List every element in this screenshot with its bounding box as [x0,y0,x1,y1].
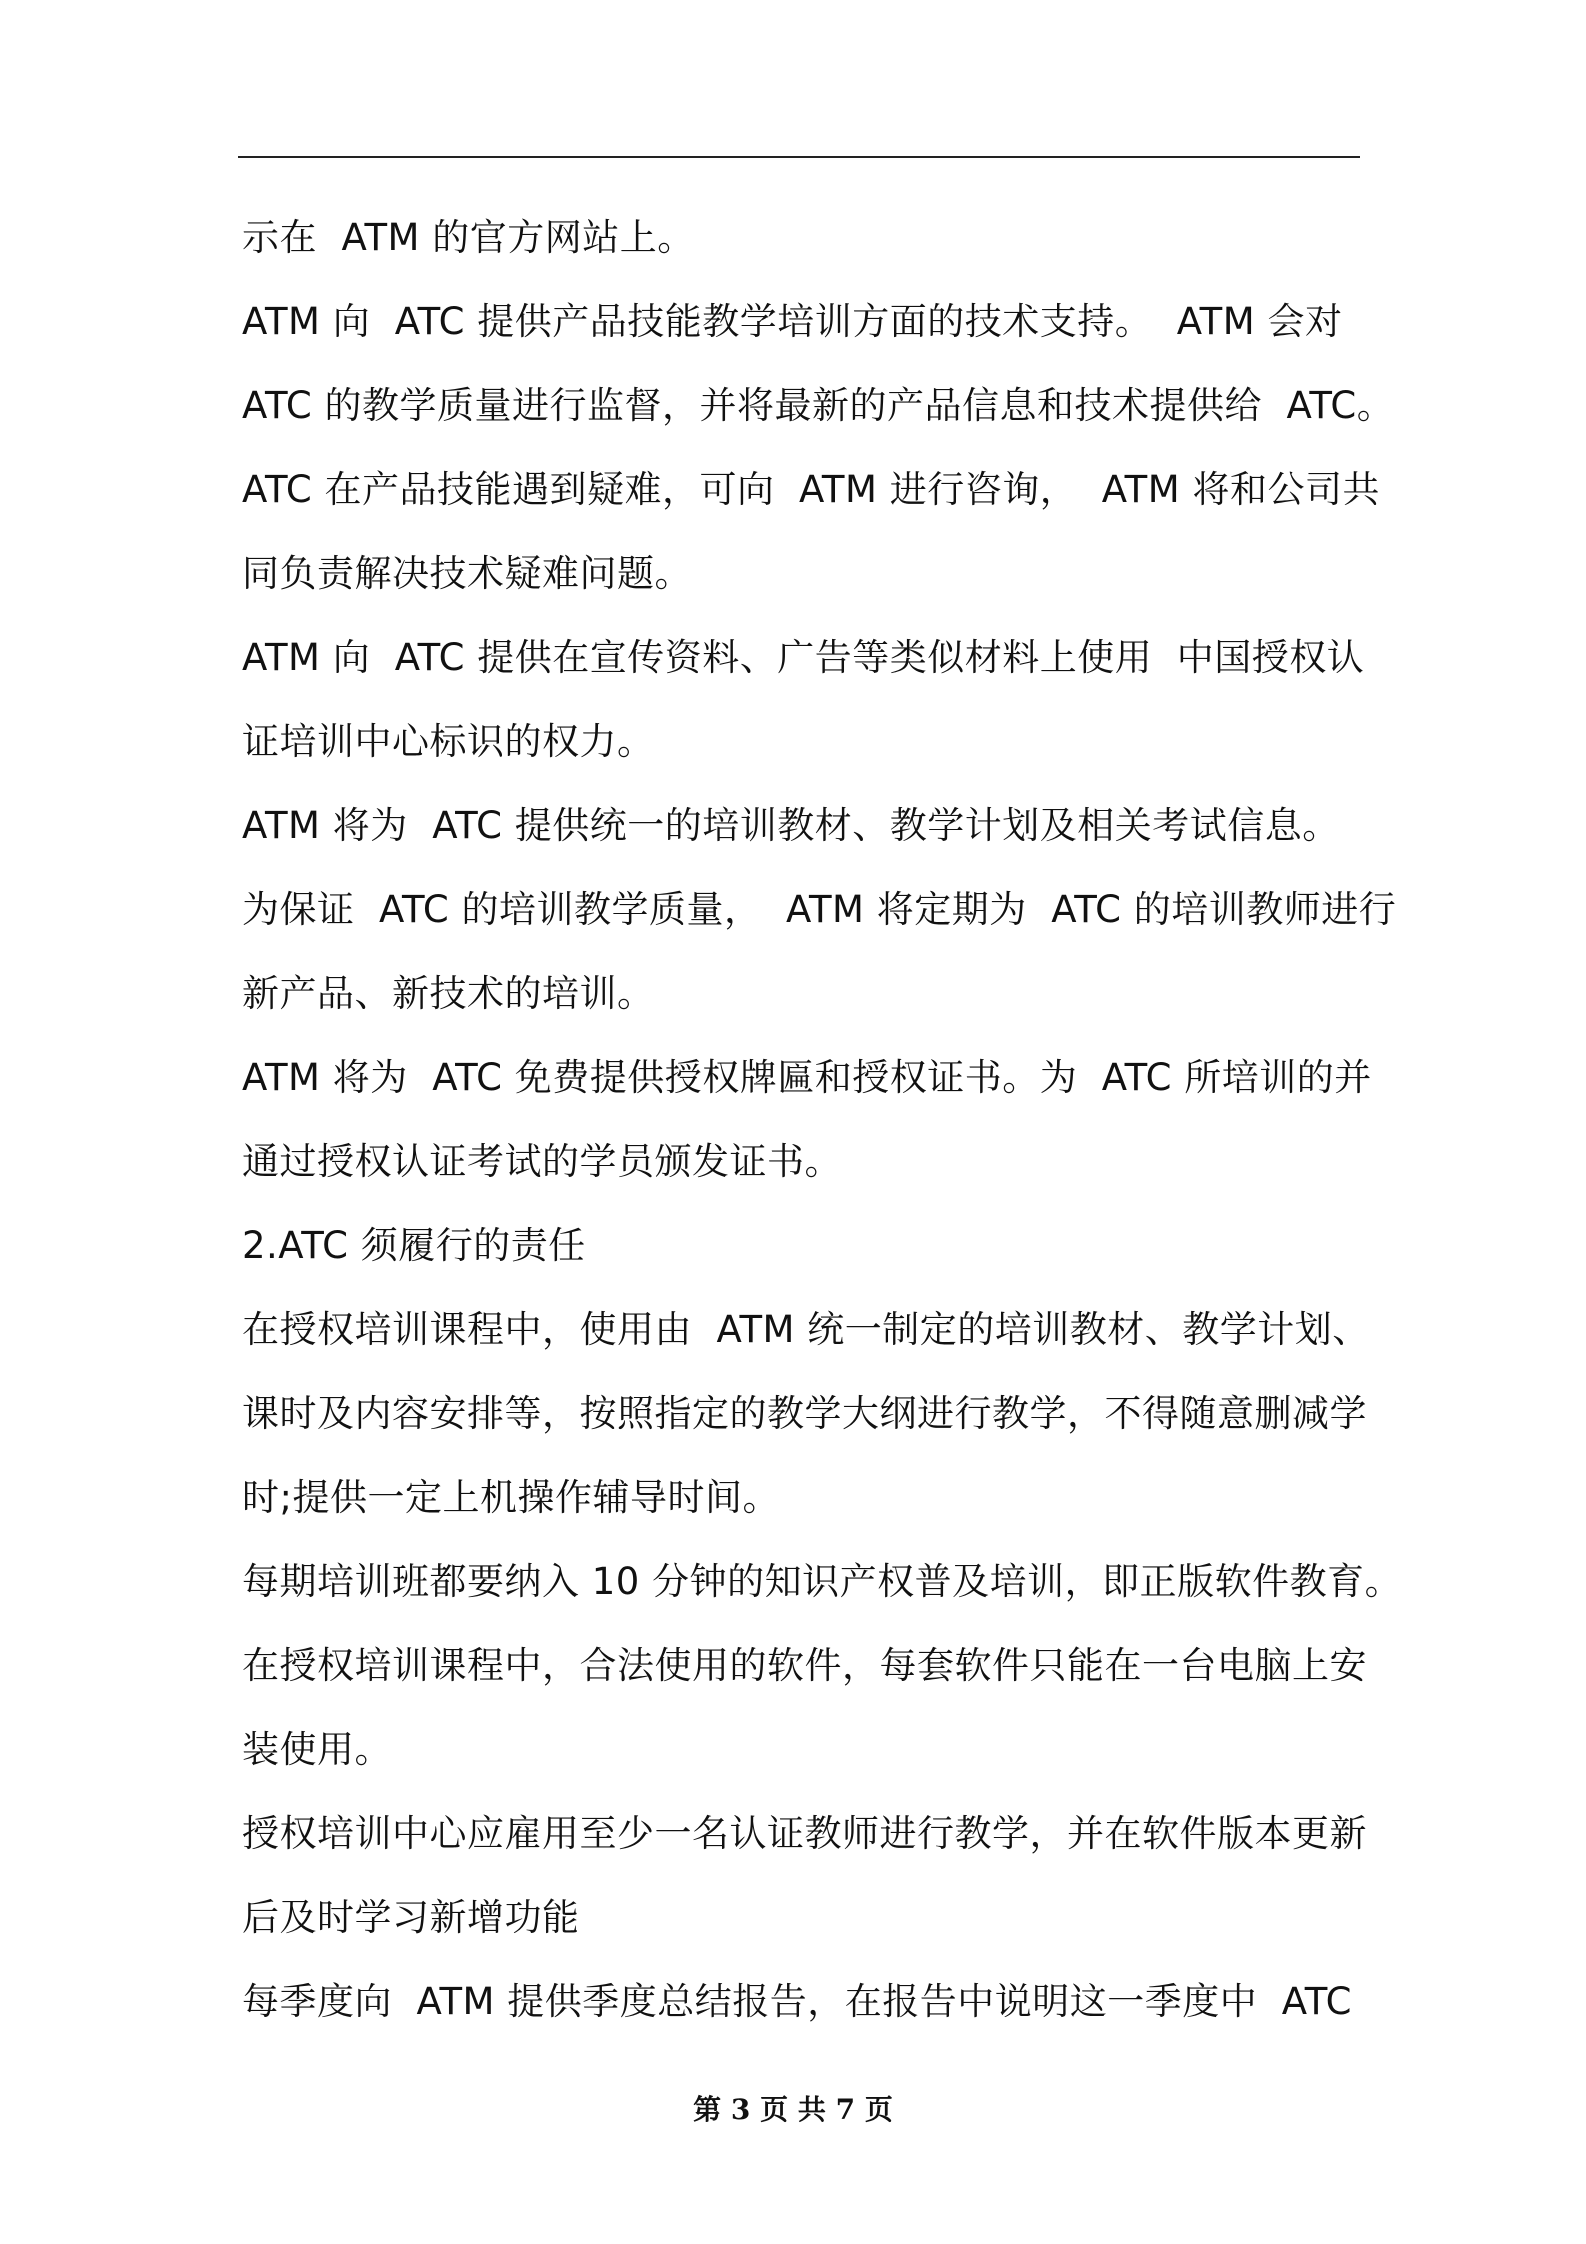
section-heading: 2.ATC 须履行的责任 [242,1224,586,1267]
text-line: 证培训中心标识的权力。 [242,720,655,763]
text-line: 后及时学习新增功能 [242,1896,580,1939]
text-line: ATC 在产品技能遇到疑难，可向 ATM 进行咨询， ATM 将和公司共 [242,468,1380,511]
text-line: ATM 将为 ATC 提供统一的培训教材、教学计划及相关考试信息。 [242,804,1340,847]
text-line: 时;提供一定上机操作辅导时间。 [242,1476,780,1519]
text-line: 装使用。 [242,1728,392,1771]
text-line: ATM 将为 ATC 免费提供授权牌匾和授权证书。为 ATC 所培训的并 [242,1056,1372,1099]
document-body [242,196,1403,2044]
page-number: 第 3 页 共 7 页 [693,2093,893,2126]
text-line: 同负责解决技术疑难问题。 [242,552,692,595]
text-line: 为保证 ATC 的培训教学质量， ATM 将定期为 ATC 的培训教师进行 [242,888,1397,931]
text-line: 每季度向 ATM 提供季度总结报告，在报告中说明这一季度中 ATC [242,1980,1352,2023]
text-line: 示在 ATM 的官方网站上。 [242,216,695,259]
text-line: 授权培训中心应雇用至少一名认证教师进行教学，并在软件版本更新 [242,1812,1367,1855]
text-line: 在授权培训课程中，使用由 ATM 统一制定的培训教材、教学计划、 [242,1308,1370,1351]
text-line: 在授权培训课程中，合法使用的软件，每套软件只能在一台电脑上安 [242,1644,1367,1687]
text-line: ATM 向 ATC 提供产品技能教学培训方面的技术支持。 ATM 会对 [242,300,1343,343]
text-line: ATC 的教学质量进行监督，并将最新的产品信息和技术提供给 ATC。 [242,384,1395,427]
text-line: ATM 向 ATC 提供在宣传资料、广告等类似材料上使用 中国授权认 [242,636,1365,679]
text-line: 新产品、新技术的培训。 [242,972,655,1015]
header-rule [238,156,1360,158]
text-line: 课时及内容安排等，按照指定的教学大纲进行教学，不得随意删减学 [242,1392,1367,1435]
text-line: 每期培训班都要纳入 10 分钟的知识产权普及培训，即正版软件教育。 [242,1560,1403,1603]
text-line: 通过授权认证考试的学员颁发证书。 [242,1140,842,1183]
